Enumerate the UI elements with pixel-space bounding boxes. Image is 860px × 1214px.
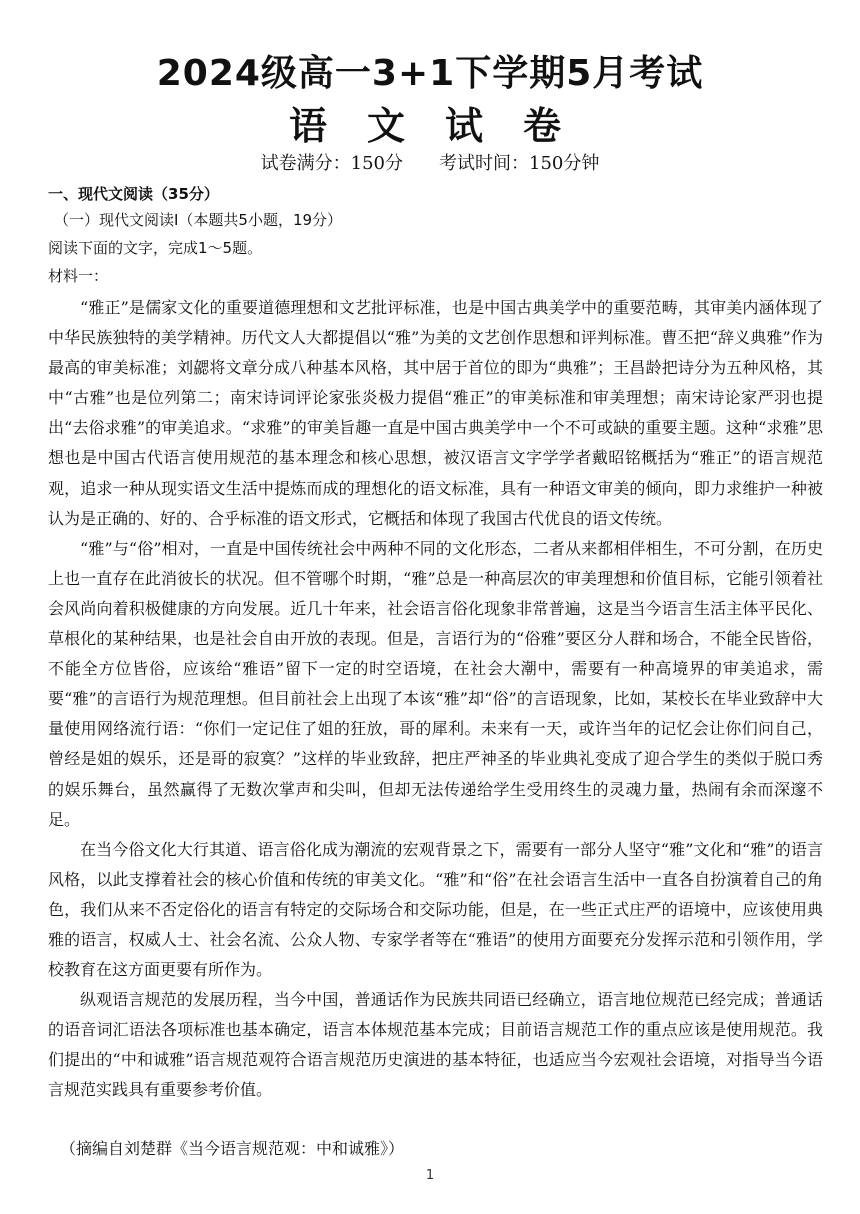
passage-paragraph: “雅”与“俗”相对，一直是中国传统社会中两种不同的文化形态，二者从来都相伴相生，不可分割，在历史上也一直存在此消彼长的状况。但不管哪个时期，“雅”总是一种高层次的审美理想和价值目标，它能引领着社会风尚向着积极健康的方向发展。近几十年来，社会语言俗化现象非常普遍，这是当今语言生活主体平民化、草根化的某种结果，也是社会自由开放的表现。但是，言语行为的“俗雅”要区分人群和场合，不能全民皆俗，不能全方位皆俗，应该给“雅语”留下一定的时空语境，在社会大潮中，需要有一种高境界的审美追求，需要“雅”的言语行为规范理想。但目前社会上出现了本该“雅”却“俗”的言语现象，比如，某校长在毕业致辞中大量使用网络流行语：“你们一定记住了姐的狂放，哥的犀利。未来有一天，或许当年的记忆会让你们问自己，曾经是姐的娱乐，还是哥的寂寞？”这样的毕业致辞，把庄严神圣的毕业典礼变成了迎合学生的类似于脱口秀的娱乐舞台，虽然赢得了无数次掌声和尖叫，但却无法传递给学生受用终生的灵魂力量，热闹有余而深邃不足。 (48, 538, 823, 829)
reading-passage (48, 293, 823, 1106)
passage-paragraph: 纵观语言规范的发展历程，当今中国，普通话作为民族共同语已经确立，语言地位规范已经完成；普通话的语音词汇语法各项标准也基本确定，语言本体规范基本完成；目前语言规范工作的重点应该是使用规范。我们提出的“中和诚雅”语言规范观符合语言规范历史演进的基本特征，也适应当今宏观社会语境，对指导当今语言规范实践具有重要参考价值。 (48, 990, 823, 1100)
section-heading: 一、现代文阅读（35分） (48, 185, 219, 203)
passage-paragraph: 在当今俗文化大行其道、语言俗化成为潮流的宏观背景之下，需要有一部分人坚守“雅”文化和“雅”的语言风格，以此支撑着社会的核心价值和传统的审美文化。“雅”和“俗”在社会语言生活中一直各自扮演着自己的角色，我们从来不否定俗化的语言有特定的交际场合和交际功能，但是，在一些正式庄严的语境中，应该使用典雅的语言，权威人士、社会名流、公众人物、专家学者等在“雅语”的使用方面要充分发挥示范和引领作用，学校教育在这方面更要有所作为。 (48, 839, 823, 980)
passage-source: （摘编自刘楚群《当今语言规范观：中和诚雅》） (60, 1139, 405, 1158)
full-score-text: 试卷满分：150分 (260, 153, 403, 174)
exam-meta (0, 150, 860, 178)
exam-title: 2024级高一3+1下学期5月考试 (156, 53, 704, 94)
passage-paragraph: “雅正”是儒家文化的重要道德理想和文艺批评标准，也是中国古典美学中的重要范畴，其审美内涵体现了中华民族独特的美学精神。历代文人大都提倡以“雅”为美的文艺创作思想和评判标准。曹丕把“辞义典雅”作为最高的审美标准；刘勰将文章分成八种基本风格，其中居于首位的即为“典雅”；王昌龄把诗分为五种风格，其中“古雅”也是位列第二；南宋诗词评论家张炎极力提倡“雅正”的审美标准和审美理想；南宋诗论家严羽也提出“去俗求雅”的审美追求。“求雅”的审美旨趣一直是中国古典美学中一个不可或缺的重要主题。这种“求雅”思想也是中国古代语言使用规范的基本理念和核心思想，被汉语言文字学学者戴昭铭概括为“雅正”的语言规范观，追求一种从现实语文生活中提炼而成的理想化的语文标准，具有一种语文审美的倾向，即力求维护一种被认为是正确的、好的、合乎标准的语文形式，它概括和体现了我国古代优良的语文传统。 (48, 298, 823, 528)
material-label: 材料一： (48, 267, 109, 285)
page-number: 1 (425, 1168, 435, 1183)
exam-subject-title: 语文试卷 (288, 103, 601, 148)
sub-section-heading: （一）现代文阅读Ⅰ（本题共5小题，19分） (54, 211, 343, 229)
reading-instruction: 阅读下面的文字，完成1～5题。 (48, 239, 263, 257)
exam-time-text: 考试时间：150分钟 (439, 153, 600, 174)
